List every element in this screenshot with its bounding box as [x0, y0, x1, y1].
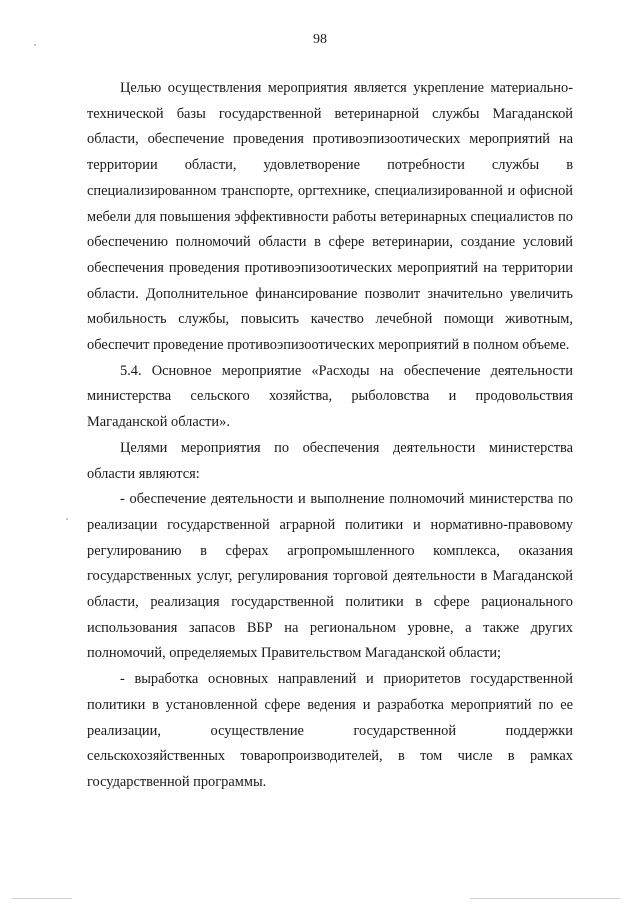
scan-edge-line — [470, 898, 620, 899]
scan-speck — [66, 518, 68, 520]
paragraph-purpose: Целью осуществления мероприятия является укрепление материально-технической базы государственной ветеринарной службы Магаданской области, обеспечение проведения противоэпизоотических мероприятий на территории области, удовлетворение потребности службы в специализированном транспорте, оргтехнике, специализированной и офисной мебели для повышения эффективности работы ветеринарных специалистов по обеспечению полномочий области в сфере ветеринарии, создание условий обеспечения проведения противоэпизоотических мероприятий на территории области. Дополнительное финансирование позволит значительно увеличить мобильность службы, повысить качество лечебной помощи животным, обеспечит проведение противоэпизоотических мероприятий в полном объеме. — [87, 80, 573, 354]
document-body — [87, 76, 573, 796]
scan-edge-line — [12, 898, 72, 899]
paragraph-main-activity: 5.4. Основное мероприятие «Расходы на обеспечение деятельности министерства сельского хозяйства, рыболовства и продовольствия Магаданской области». — [87, 362, 573, 431]
scan-speck — [34, 44, 36, 46]
paragraph-goal-item-2: - выработка основных направлений и приоритетов государственной политики в установленной сфере ведения и разработка мероприятий по ее реализации, осуществление государственной поддержки сельскохозяйственных товаропроизводителей, в том числе в рамках государственной программы. — [87, 671, 573, 790]
paragraph-goals-intro: Целями мероприятия по обеспечения деятельности министерства области являются: — [87, 439, 573, 482]
page-number: 98 — [313, 32, 327, 47]
paragraph-goal-item-1: - обеспечение деятельности и выполнение полномочий министерства по реализации государственной аграрной политики и нормативно-правовому регулированию в сферах агропромышленного комплекса, оказания государственных услуг, регулирования торговой деятельности в Магаданской области, реализация государственной политики в сфере рационального использования запасов ВБР на региональном уровне, а также других полномочий, определяемых Правительством Магаданской области; — [87, 491, 573, 662]
